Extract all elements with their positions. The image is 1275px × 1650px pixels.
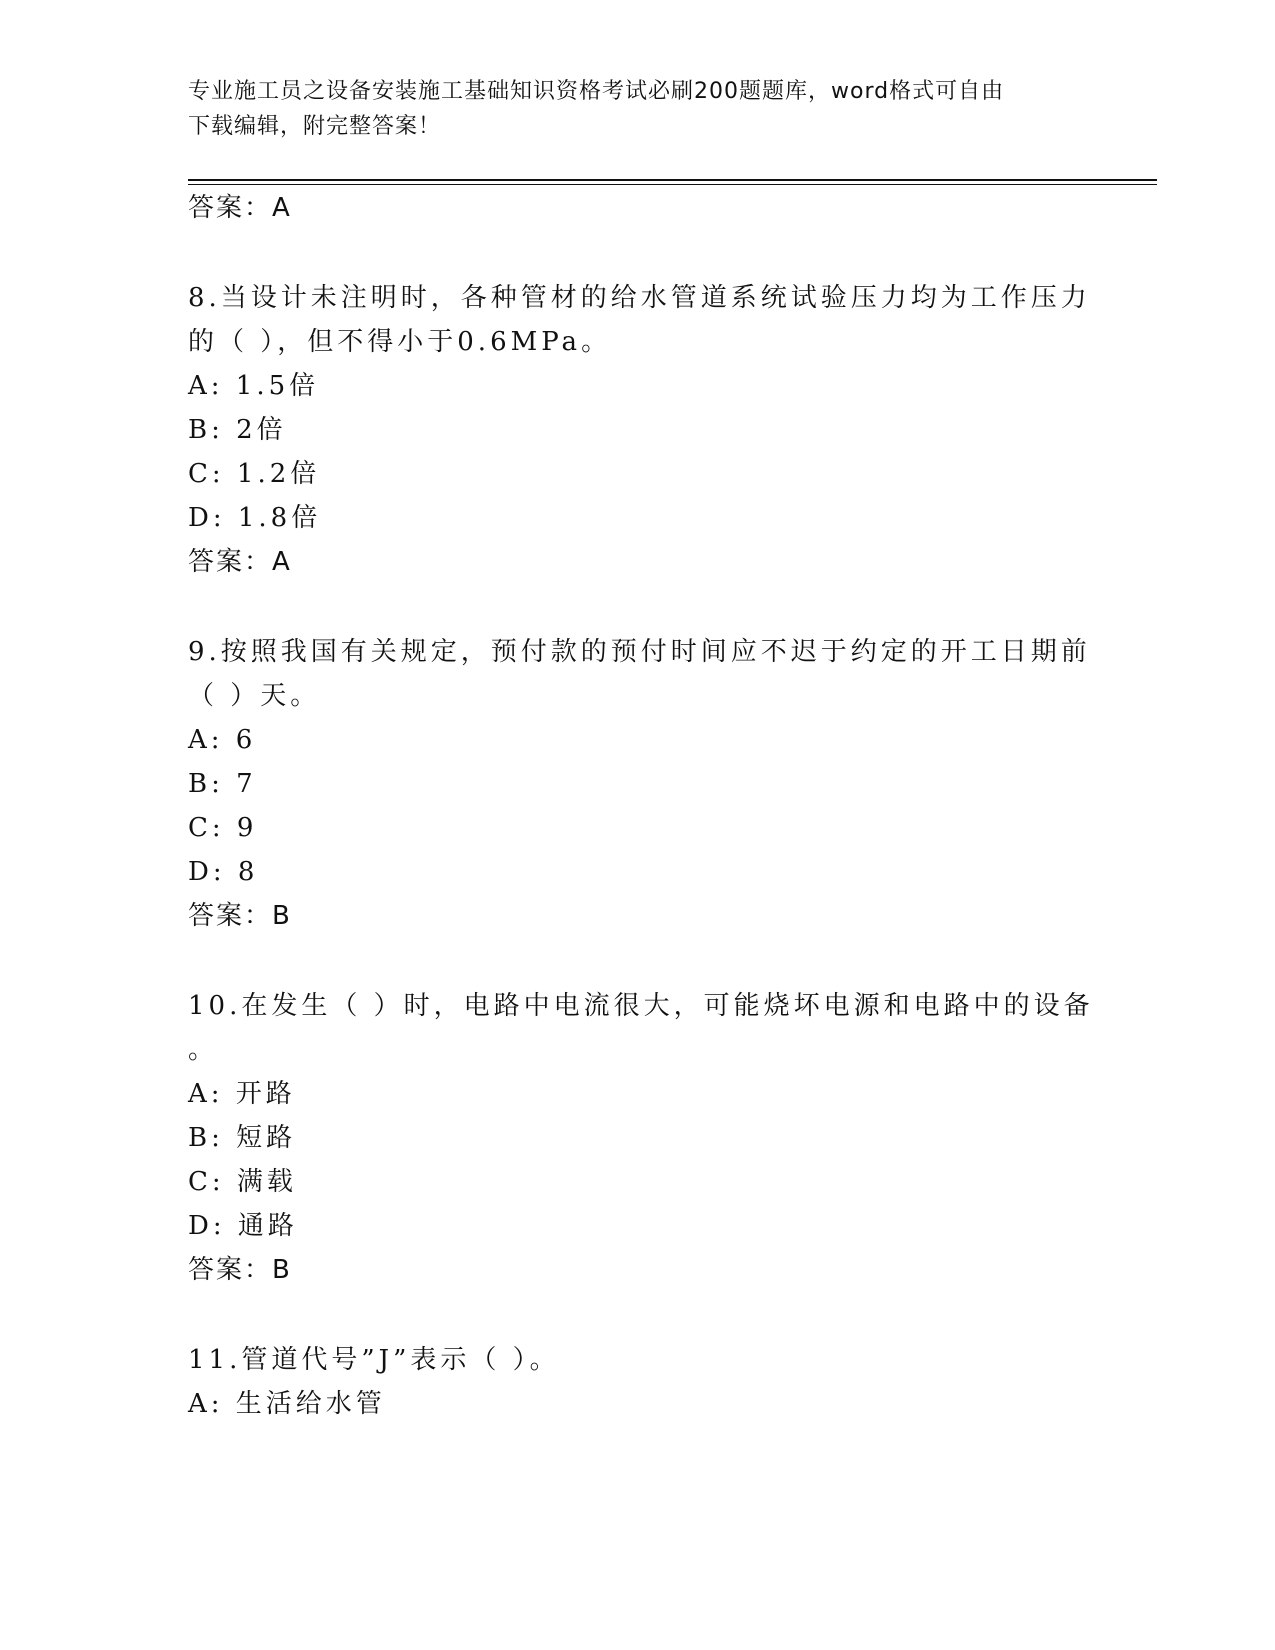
document-header (188, 74, 1068, 144)
question-10-option-d: D: 通路 (188, 1211, 298, 1241)
question-9-text-line-1: 9.按照我国有关规定，预付款的预付时间应不迟于约定的开工日期前 (188, 637, 1091, 667)
question-9-option-c: C: 9 (188, 813, 258, 843)
question-9-text-line-2: （ ）天。 (188, 681, 321, 711)
question-9-option-a: A: 6 (188, 725, 257, 755)
question-9-answer: 答案：B (188, 901, 292, 931)
previous-answer: 答案：A (188, 193, 292, 223)
question-8-option-b: B: 2倍 (188, 415, 287, 445)
question-8-text-line-2: 的（ ），但不得小于0.6MPa。 (188, 327, 612, 357)
question-10-option-a: A: 开路 (188, 1079, 296, 1109)
question-10-answer: 答案：B (188, 1255, 292, 1285)
question-9-option-d: D: 8 (188, 857, 259, 887)
question-10-text-line-1: 10.在发生（ ）时，电路中电流很大，可能烧坏电源和电路中的设备 (188, 991, 1094, 1021)
question-9-option-b: B: 7 (188, 769, 257, 799)
question-8-option-c: C: 1.2倍 (188, 459, 321, 489)
question-8-text-line-1: 8.当设计未注明时，各种管材的给水管道系统试验压力均为工作压力 (188, 283, 1091, 313)
header-divider-thick (188, 179, 1157, 181)
question-8-option-d: D: 1.8倍 (188, 503, 322, 533)
header-line-1: 专业施工员之设备安装施工基础知识资格考试必刷200题题库，word格式可自由 (188, 79, 1005, 104)
question-10-option-b: B: 短路 (188, 1123, 297, 1153)
question-8-answer: 答案：A (188, 547, 292, 577)
question-11-option-a: A: 生活给水管 (188, 1389, 386, 1419)
question-11-text-line-1: 11.管道代号”J”表示（ ）。 (188, 1345, 560, 1375)
question-8-option-a: A: 1.5倍 (188, 371, 320, 401)
question-10-option-c: C: 满载 (188, 1167, 297, 1197)
header-line-2: 下载编辑，附完整答案！ (188, 114, 442, 139)
question-10-text-line-2: 。 (188, 1035, 219, 1065)
header-divider-thin (188, 184, 1157, 185)
